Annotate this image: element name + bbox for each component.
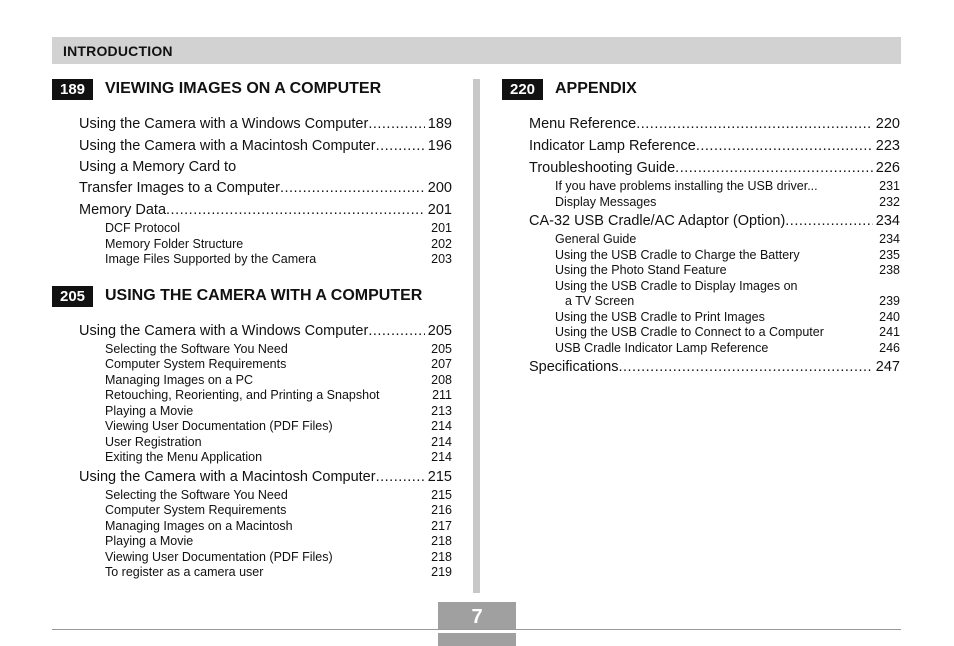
entry-page-number: 201 <box>427 202 452 218</box>
entry-title: Retouching, Reorienting, and Printing a Snapshot <box>105 388 380 402</box>
entry-page-number: 205 <box>427 322 452 339</box>
toc-subentry[interactable] <box>555 263 900 279</box>
entry-title: Playing a Movie <box>105 403 194 418</box>
entry-page-number: 217 <box>431 518 452 533</box>
toc-entry[interactable] <box>79 199 452 221</box>
entry-page-number: 223 <box>875 138 900 154</box>
page-number-box <box>438 602 516 644</box>
toc-entry-line[interactable] <box>79 157 452 177</box>
toc-entry[interactable] <box>529 113 900 135</box>
entry-leader <box>376 135 425 157</box>
toc-subentry[interactable] <box>105 342 452 358</box>
page-number-tab <box>438 633 516 646</box>
entry-page-number: 232 <box>879 194 900 209</box>
toc-subentry[interactable] <box>105 419 452 435</box>
toc-subentry[interactable] <box>105 221 452 237</box>
entry-title: Memory Data <box>79 202 167 218</box>
entry-page-number: 216 <box>431 503 452 517</box>
section-page-badge: 205 <box>52 286 93 307</box>
entry-title: DCF Protocol <box>105 221 181 235</box>
column-divider <box>473 79 480 593</box>
toc-entry[interactable] <box>79 320 452 342</box>
entry-page-number: 218 <box>431 549 452 564</box>
entry-title: Viewing User Documentation (PDF Files) <box>105 419 333 433</box>
toc-entries <box>502 113 900 378</box>
entry-title: To register as a camera user <box>105 565 264 579</box>
toc-entry[interactable] <box>529 210 900 232</box>
toc-entry[interactable] <box>79 466 452 488</box>
toc-subentry[interactable] <box>105 252 452 268</box>
entry-page-number: 202 <box>431 236 452 251</box>
entry-page-number: 238 <box>879 263 900 277</box>
entry-page-number: 208 <box>431 372 452 387</box>
entry-leader <box>376 466 425 488</box>
toc-section <box>52 285 452 581</box>
toc-subentry[interactable] <box>555 294 900 310</box>
entry-title: Computer System Requirements <box>105 357 287 371</box>
entry-leader <box>636 113 873 135</box>
toc-subentry[interactable] <box>555 325 900 341</box>
entry-page-number: 234 <box>875 213 900 229</box>
toc-subentry[interactable] <box>105 550 452 566</box>
entry-page-number: 246 <box>879 340 900 355</box>
entry-page-number: 207 <box>431 357 452 371</box>
entry-title: CA-32 USB Cradle/AC Adaptor (Option) <box>529 213 786 229</box>
entry-title: If you have problems installing the USB driver... <box>555 179 818 193</box>
entry-page-number: 214 <box>431 419 452 433</box>
entry-title: Exiting the Menu Application <box>105 450 263 464</box>
entry-title: Using the Camera with a Windows Computer <box>79 116 369 132</box>
section-title: VIEWING IMAGES ON A COMPUTER <box>105 80 382 97</box>
toc-entry[interactable] <box>529 157 900 179</box>
toc-subentry-line[interactable] <box>555 279 900 295</box>
section-page-badge: 189 <box>52 79 93 100</box>
entry-title: Using the Camera with a Macintosh Computer <box>79 468 376 485</box>
left-column <box>52 78 452 581</box>
entry-title: Using the Camera with a Macintosh Computer <box>79 138 376 154</box>
toc-subentry[interactable] <box>105 565 452 581</box>
entry-title: Using the USB Cradle to Connect to a Computer <box>555 325 824 339</box>
entry-page-number: 196 <box>427 138 452 154</box>
toc-subentry[interactable] <box>105 503 452 519</box>
entry-page-number: 220 <box>875 116 900 132</box>
entry-title: Using the Camera with a Windows Computer <box>79 322 369 339</box>
entry-leader <box>368 113 424 135</box>
toc-section <box>502 78 900 378</box>
entry-page-number: 234 <box>879 232 900 246</box>
toc-subentry[interactable] <box>105 404 452 420</box>
entry-page-number: 211 <box>432 388 452 402</box>
toc-subentry[interactable] <box>555 195 900 211</box>
entry-title: General Guide <box>555 232 637 246</box>
entry-page-number: 203 <box>431 252 452 266</box>
entry-page-number: 214 <box>431 450 452 464</box>
toc-subentry[interactable] <box>105 435 452 451</box>
entry-title: Image Files Supported by the Camera <box>105 252 317 266</box>
entry-title: Menu Reference <box>529 116 637 132</box>
toc-entries <box>52 113 452 268</box>
entry-title: Viewing User Documentation (PDF Files) <box>105 549 333 564</box>
entry-page-number: 215 <box>427 468 452 485</box>
entry-title: Using the USB Cradle to Display Images on <box>555 278 798 293</box>
entry-title: Managing Images on a Macintosh <box>105 518 293 533</box>
header-bar <box>52 37 901 64</box>
entry-title: Indicator Lamp Reference <box>529 138 696 154</box>
entry-page-number: 226 <box>875 160 900 176</box>
entry-page-number: 205 <box>431 341 452 356</box>
entry-title: Using the USB Cradle to Print Images <box>555 309 765 324</box>
entry-leader <box>166 199 425 221</box>
entry-page-number: 218 <box>431 534 452 548</box>
entry-leader <box>675 157 873 179</box>
entry-title: a TV Screen <box>565 294 635 308</box>
toc-section <box>52 78 452 268</box>
entry-leader <box>696 135 873 157</box>
entry-page-number: 241 <box>879 325 900 339</box>
entry-title: Using a Memory Card to <box>79 159 237 175</box>
toc-subentry[interactable] <box>105 488 452 504</box>
toc-entry[interactable] <box>529 356 900 378</box>
section-title: APPENDIX <box>555 80 637 97</box>
entry-title: Selecting the Software You Need <box>105 341 288 356</box>
entry-title: Display Messages <box>555 194 657 209</box>
entry-page-number: 247 <box>875 359 900 375</box>
section-page-badge: 220 <box>502 79 543 100</box>
entry-page-number: 201 <box>431 221 452 235</box>
entry-page-number: 213 <box>431 403 452 418</box>
right-column <box>502 78 900 378</box>
entry-leader <box>280 177 425 199</box>
toc-subentry[interactable] <box>555 341 900 357</box>
section-heading <box>502 78 900 100</box>
toc-entries <box>52 320 452 581</box>
toc-subentry[interactable] <box>105 388 452 404</box>
toc-subentry[interactable] <box>105 450 452 466</box>
section-title: USING THE CAMERA WITH A COMPUTER <box>105 286 423 304</box>
entry-page-number: 215 <box>431 487 452 502</box>
section-heading <box>52 285 452 307</box>
entry-page-number: 239 <box>879 294 900 308</box>
entry-page-number: 200 <box>427 180 452 196</box>
entry-page-number: 240 <box>879 309 900 324</box>
entry-page-number: 189 <box>427 116 452 132</box>
entry-leader <box>618 356 872 378</box>
toc-entry[interactable] <box>79 177 452 199</box>
toc-subentry[interactable] <box>105 357 452 373</box>
toc-entry[interactable] <box>79 113 452 135</box>
entry-page-number: 231 <box>879 179 900 193</box>
header-title: INTRODUCTION <box>63 43 173 59</box>
entry-leader <box>785 210 873 232</box>
entry-title: Memory Folder Structure <box>105 236 244 251</box>
entry-title: Using the Photo Stand Feature <box>555 263 727 277</box>
entry-title: Playing a Movie <box>105 534 194 548</box>
entry-title: Selecting the Software You Need <box>105 487 288 502</box>
entry-title: Managing Images on a PC <box>105 372 254 387</box>
page-number: 7 <box>438 602 516 629</box>
entry-title: User Registration <box>105 434 202 449</box>
toc-entry[interactable] <box>529 135 900 157</box>
toc-subentry[interactable] <box>105 534 452 550</box>
section-heading <box>52 78 452 100</box>
toc-subentry[interactable] <box>105 519 452 535</box>
entry-leader <box>368 320 424 342</box>
toc-subentry[interactable] <box>555 179 900 195</box>
entry-page-number: 219 <box>431 565 452 579</box>
toc-subentry[interactable] <box>555 232 900 248</box>
toc-subentry[interactable] <box>555 310 900 326</box>
entry-title: Using the USB Cradle to Charge the Battery <box>555 247 800 262</box>
entry-title: Computer System Requirements <box>105 503 287 517</box>
entry-title: Transfer Images to a Computer <box>79 180 280 196</box>
entry-title: Specifications <box>529 359 619 375</box>
entry-title: USB Cradle Indicator Lamp Reference <box>555 340 769 355</box>
entry-page-number: 214 <box>431 434 452 449</box>
toc-subentry[interactable] <box>105 237 452 253</box>
toc-subentry[interactable] <box>105 373 452 389</box>
toc-entry[interactable] <box>79 135 452 157</box>
toc-subentry[interactable] <box>555 248 900 264</box>
entry-title: Troubleshooting Guide <box>529 160 676 176</box>
entry-page-number: 235 <box>879 247 900 262</box>
